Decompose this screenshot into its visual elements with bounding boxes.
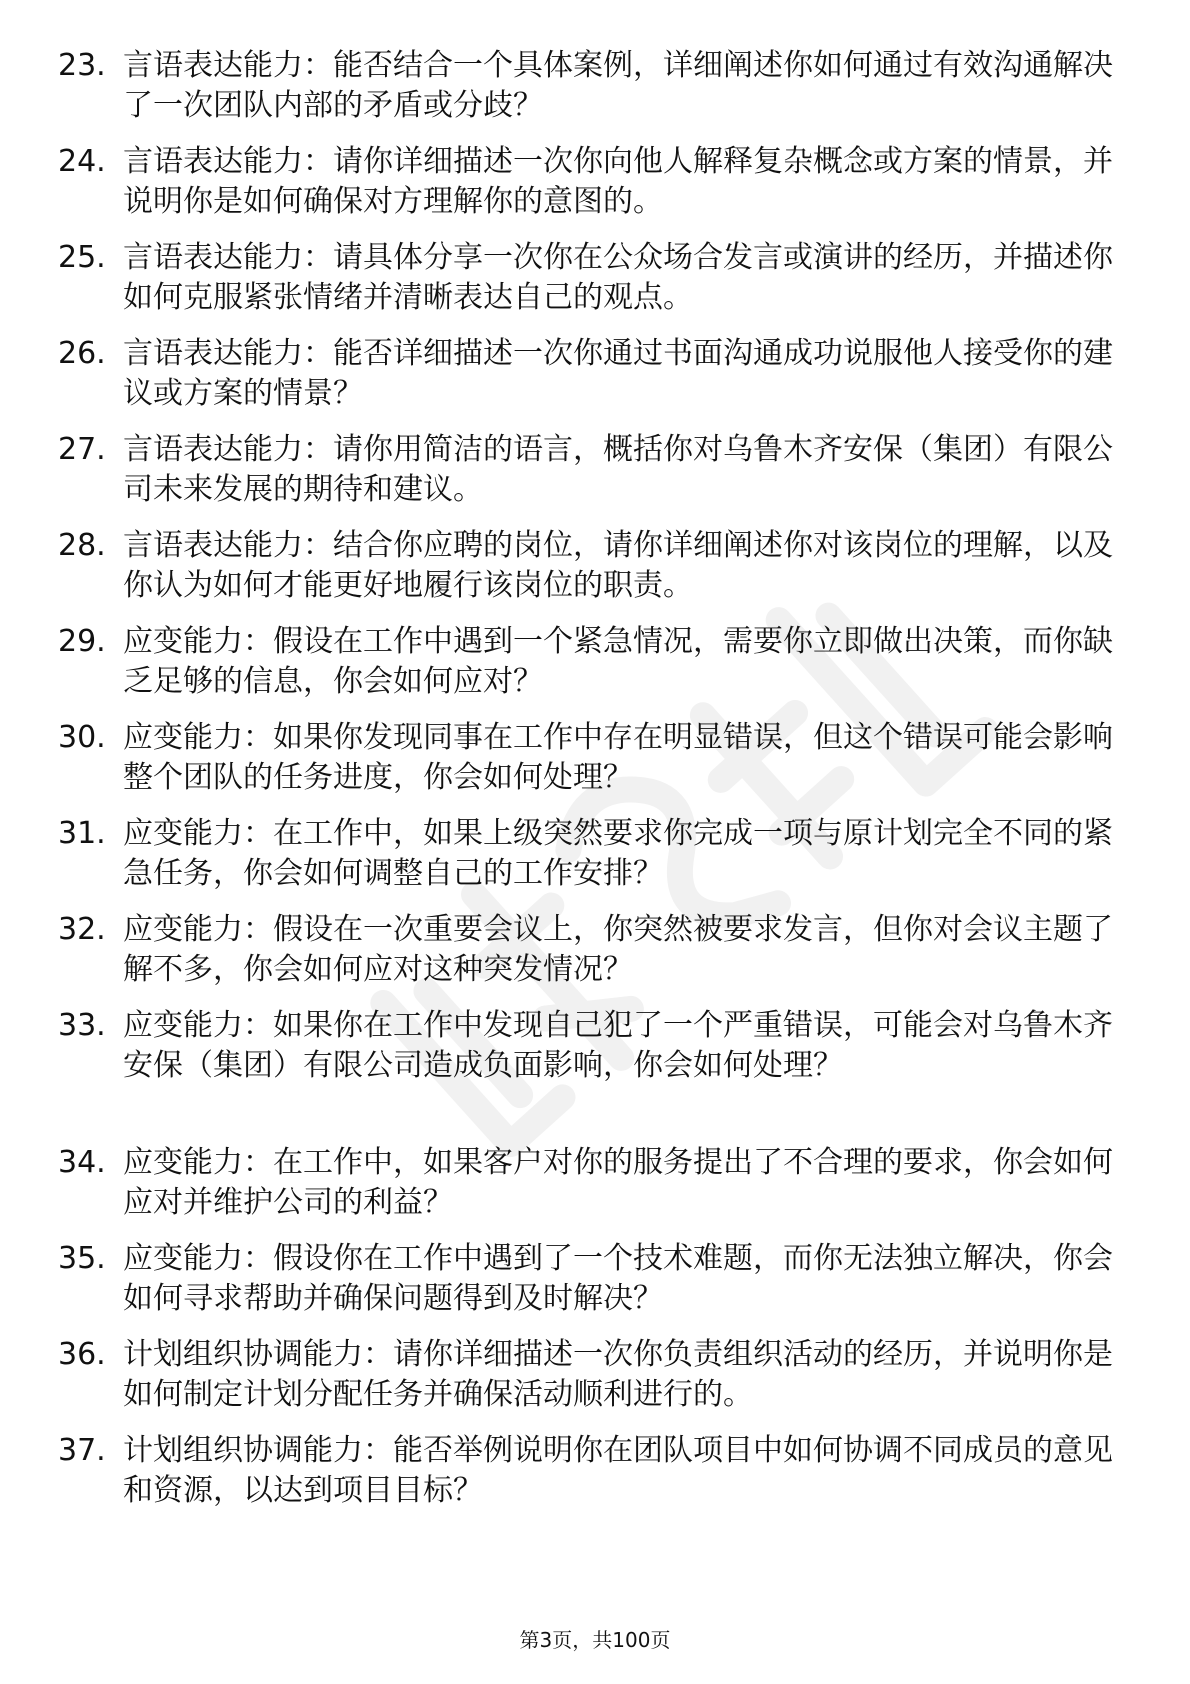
- question-number: 34.: [58, 1145, 106, 1180]
- question-text: 计划组织协调能力：能否举例说明你在团队项目中如何协调不同成员的意见和资源，以达到项目目标？: [123, 1433, 1113, 1508]
- question-item: [58, 46, 1118, 126]
- question-number: 37.: [58, 1433, 106, 1468]
- question-text: 应变能力：假设在一次重要会议上，你突然被要求发言，但你对会议主题了解不多，你会如何应对这种突发情况？: [123, 912, 1113, 987]
- question-item: [58, 1239, 1118, 1319]
- question-item: [58, 1335, 1118, 1415]
- question-text: 言语表达能力：请你用简洁的语言，概括你对乌鲁木齐安保（集团）有限公司未来发展的期待和建议。: [123, 432, 1113, 507]
- question-number: 28.: [58, 528, 106, 563]
- question-item: [58, 334, 1118, 414]
- question-item: [58, 142, 1118, 222]
- question-item: [58, 526, 1118, 606]
- question-number: 26.: [58, 336, 106, 371]
- page-number-footer: 第3页，共100页: [519, 1628, 671, 1652]
- question-text: 应变能力：假设你在工作中遇到了一个技术难题，而你无法独立解决，你会如何寻求帮助并确保问题得到及时解决？: [123, 1241, 1113, 1316]
- question-text: 应变能力：在工作中，如果上级突然要求你完成一项与原计划完全不同的紧急任务，你会如何调整自己的工作安排？: [123, 816, 1113, 891]
- question-item: [58, 814, 1118, 894]
- question-text: 应变能力：如果你发现同事在工作中存在明显错误，但这个错误可能会影响整个团队的任务进度，你会如何处理？: [123, 720, 1113, 795]
- question-number: 31.: [58, 816, 106, 851]
- question-item: [58, 1143, 1118, 1223]
- question-item: [58, 622, 1118, 702]
- question-number: 23.: [58, 48, 106, 83]
- question-text: 言语表达能力：请你详细描述一次你向他人解释复杂概念或方案的情景，并说明你是如何确保对方理解你的意图的。: [123, 144, 1113, 219]
- question-item: [58, 1431, 1118, 1511]
- question-number: 35.: [58, 1241, 106, 1276]
- question-text: 言语表达能力：能否详细描述一次你通过书面沟通成功说服他人接受你的建议或方案的情景？: [123, 336, 1113, 411]
- question-text: 言语表达能力：请具体分享一次你在公众场合发言或演讲的经历，并描述你如何克服紧张情绪并清晰表达自己的观点。: [123, 240, 1113, 315]
- question-item: [58, 1006, 1118, 1086]
- question-number: 29.: [58, 624, 106, 659]
- question-text: 应变能力：如果你在工作中发现自己犯了一个严重错误，可能会对乌鲁木齐安保（集团）有限公司造成负面影响，你会如何处理？: [123, 1008, 1113, 1083]
- question-number: 32.: [58, 912, 106, 947]
- question-text: 言语表达能力：结合你应聘的岗位，请你详细阐述你对该岗位的理解，以及你认为如何才能更好地履行该岗位的职责。: [123, 528, 1113, 603]
- question-number: 36.: [58, 1337, 106, 1372]
- question-number: 30.: [58, 720, 106, 755]
- question-number: 27.: [58, 432, 106, 467]
- question-item: [58, 718, 1118, 798]
- question-item: [58, 238, 1118, 318]
- question-number: 24.: [58, 144, 106, 179]
- question-item: [58, 910, 1118, 990]
- question-text: 应变能力：在工作中，如果客户对你的服务提出了不合理的要求，你会如何应对并维护公司的利益？: [123, 1145, 1113, 1220]
- question-text: 计划组织协调能力：请你详细描述一次你负责组织活动的经历，并说明你是如何制定计划分配任务并确保活动顺利进行的。: [123, 1337, 1113, 1412]
- question-text: 言语表达能力：能否结合一个具体案例，详细阐述你如何通过有效沟通解决了一次团队内部的矛盾或分歧？: [123, 48, 1113, 123]
- question-text: 应变能力：假设在工作中遇到一个紧急情况，需要你立即做出决策，而你缺乏足够的信息，你会如何应对？: [123, 624, 1113, 699]
- question-item: [58, 430, 1118, 510]
- question-number: 33.: [58, 1008, 106, 1043]
- question-number: 25.: [58, 240, 106, 275]
